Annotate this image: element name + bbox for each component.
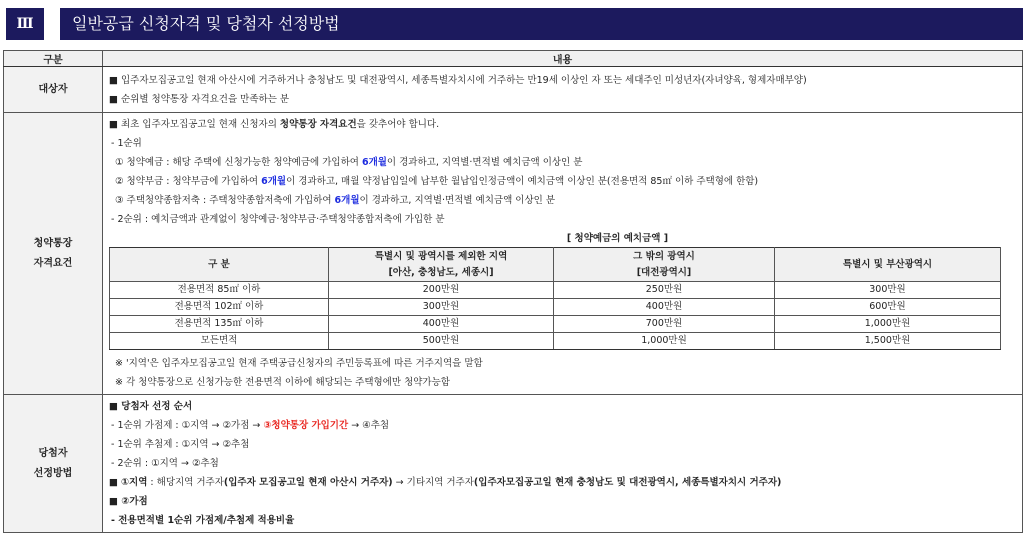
deposit-row: [110, 333, 1001, 350]
deposit-cell-area: 전용면적 85㎡ 이하: [110, 282, 329, 299]
label-line-1: 당첨자: [38, 447, 68, 459]
deposit-table-caption: [ 청약예금의 예치금액 ]: [566, 233, 669, 244]
deposit-header-special-city: [775, 248, 1001, 282]
intro-emphasis: 청약통장 자격요건: [279, 119, 357, 130]
item-text: ① 청약예금 : 해당 주택에 신청가능한 청약예금에 가입하여: [115, 157, 362, 168]
item-text-end: 이 경과하고, 매월 약정납입일에 납부한 월납입인정금액이 예치금액 이상인 분(전용면적 85㎡ 이하 주택형에 한함): [286, 176, 759, 187]
section-title: 일반공급 신청자격 및 당첨자 선정방법: [60, 8, 1023, 40]
item-text: ② 청약부금 : 청약부금에 가입하여: [115, 176, 262, 187]
row-content-eligible: [103, 67, 1023, 113]
region-priority: [109, 473, 1016, 492]
label-line-2: 자격요건: [33, 257, 73, 269]
intro-text-end: 을 갖추어야 합니다.: [356, 119, 440, 130]
deposit-cell: 250만원: [554, 282, 775, 299]
row-label-account-requirement: [4, 113, 103, 395]
column-header-content: 내용: [103, 51, 1023, 67]
deposit-amount-table: [109, 247, 1001, 350]
table-row-winner-selection: [4, 395, 1023, 533]
selection-order-title: ■ 당첨자 선정 순서: [109, 401, 193, 412]
table-row-eligible: [4, 67, 1023, 113]
header-text: 특별시 및 광역시를 제외한 지역: [374, 250, 508, 262]
rank2-order: - 2순위 : ①지역 → ②추첨: [111, 458, 219, 469]
deposit-cell-area: 전용면적 135㎡ 이하: [110, 316, 329, 333]
item-text: ③ 주택청약종합저축 : 주택청약종합저축에 가입하여: [115, 195, 335, 206]
order-text-end: → ④추첨: [348, 420, 390, 431]
order-text: - 1순위 가점제 : ①지역 → ②가점 →: [111, 420, 264, 431]
note-applicable-area: ※ 각 청약통장으로 신청가능한 전용면적 이하에 해당되는 주택형에만 청약가능함: [115, 377, 450, 388]
eligible-line-2: ■ 순위별 청약통장 자격요건을 만족하는 분: [109, 93, 290, 105]
rank1-item-installment: [109, 172, 1016, 191]
deposit-cell: 700만원: [554, 316, 775, 333]
section-header: [6, 8, 1023, 40]
deposit-cell: 200만원: [329, 282, 554, 299]
region-local-detail: (입주자 모집공고일 현재 아산시 거주자): [223, 477, 393, 488]
item-text-end: 이 경과하고, 지역별·면적별 예치금액 이상인 분: [359, 195, 556, 206]
deposit-cell: 500만원: [329, 333, 554, 350]
deposit-row: [110, 316, 1001, 333]
deposit-cell: 1,000만원: [775, 316, 1001, 333]
eligibility-table: [3, 50, 1023, 533]
points-subtitle: - 전용면적별 1순위 가점제/추첨제 적용비율: [111, 515, 295, 526]
deposit-row: [110, 299, 1001, 316]
deposit-cell: 300만원: [329, 299, 554, 316]
eligible-line-1: ■ 입주자모집공고일 현재 아산시에 거주하거나 충청남도 및 대전광역시, 세종특별자치시에 거주하는 만19세 이상인 자 또는 세대주인 미성년자(자녀양육, 형제자매부양): [109, 74, 807, 86]
header-text: 그 밖의 광역시: [633, 250, 695, 262]
deposit-cell-area: 모든면적: [110, 333, 329, 350]
column-header-category: 구분: [4, 51, 103, 67]
deposit-cell: 600만원: [775, 299, 1001, 316]
header-text: 특별시 및 부산광역시: [842, 258, 933, 270]
deposit-header-other-region: [329, 248, 554, 282]
label-line-1: 청약통장: [33, 237, 73, 249]
deposit-cell: 400만원: [554, 299, 775, 316]
header-subtext: [아산, 충청남도, 세종시]: [388, 266, 494, 278]
deposit-cell: 1,000만원: [554, 333, 775, 350]
deposit-cell: 300만원: [775, 282, 1001, 299]
rank1-point-order: [109, 416, 1016, 435]
item-text-end: 이 경과하고, 지역별·면적별 예치금액 이상인 분: [386, 157, 583, 168]
row-content-account-requirement: [103, 113, 1023, 395]
bullet: ■: [109, 477, 121, 488]
label-line-2: 선정방법: [33, 467, 73, 479]
rank1-item-deposit: [109, 153, 1016, 172]
deposit-cell: 400만원: [329, 316, 554, 333]
row-content-winner-selection: [103, 395, 1023, 533]
rank1-item-savings: [109, 191, 1016, 210]
deposit-row: [110, 282, 1001, 299]
region-text: : 해당지역 거주자: [147, 477, 224, 488]
period-highlight: 6개월: [334, 195, 360, 206]
account-intro: [109, 115, 1016, 134]
deposit-header-row: [110, 248, 1001, 282]
points-title: ■ ②가점: [109, 496, 148, 507]
section-number: Ⅲ: [6, 8, 44, 40]
region-label: ①지역: [121, 477, 148, 488]
row-label-winner-selection: [4, 395, 103, 533]
region-text: → 기타지역 거주자: [392, 477, 474, 488]
order-highlight: ③청약통장 가입기간: [263, 420, 349, 431]
period-highlight: 6개월: [261, 176, 287, 187]
intro-text: ■ 최초 입주자모집공고일 현재 신청자의: [109, 119, 280, 130]
region-other-detail: (입주자모집공고일 현재 충청남도 및 대전광역시, 세종특별자치시 거주자): [473, 477, 782, 488]
note-region-definition: ※ '지역'은 입주자모집공고일 현재 주택공급신청자의 주민등록표에 따른 거주지역을 말함: [115, 358, 483, 369]
rank1-lottery-order: - 1순위 추첨제 : ①지역 → ②추첨: [111, 439, 250, 450]
table-row-account-requirement: [4, 113, 1023, 395]
header-text: 구 분: [208, 258, 230, 270]
header-subtext: [대전광역시]: [636, 266, 692, 278]
deposit-header-metro-city: [554, 248, 775, 282]
row-label-eligible: 대상자: [4, 67, 103, 113]
deposit-cell: 1,500만원: [775, 333, 1001, 350]
period-highlight: 6개월: [361, 157, 387, 168]
table-header-row: [4, 51, 1023, 67]
deposit-header-category: [110, 248, 329, 282]
rank1-heading: - 1순위: [111, 138, 142, 149]
rank2-line: - 2순위 : 예치금액과 관계없이 청약예금·청약부금·주택청약종합저축에 가입한 분: [111, 214, 445, 225]
deposit-cell-area: 전용면적 102㎡ 이하: [110, 299, 329, 316]
